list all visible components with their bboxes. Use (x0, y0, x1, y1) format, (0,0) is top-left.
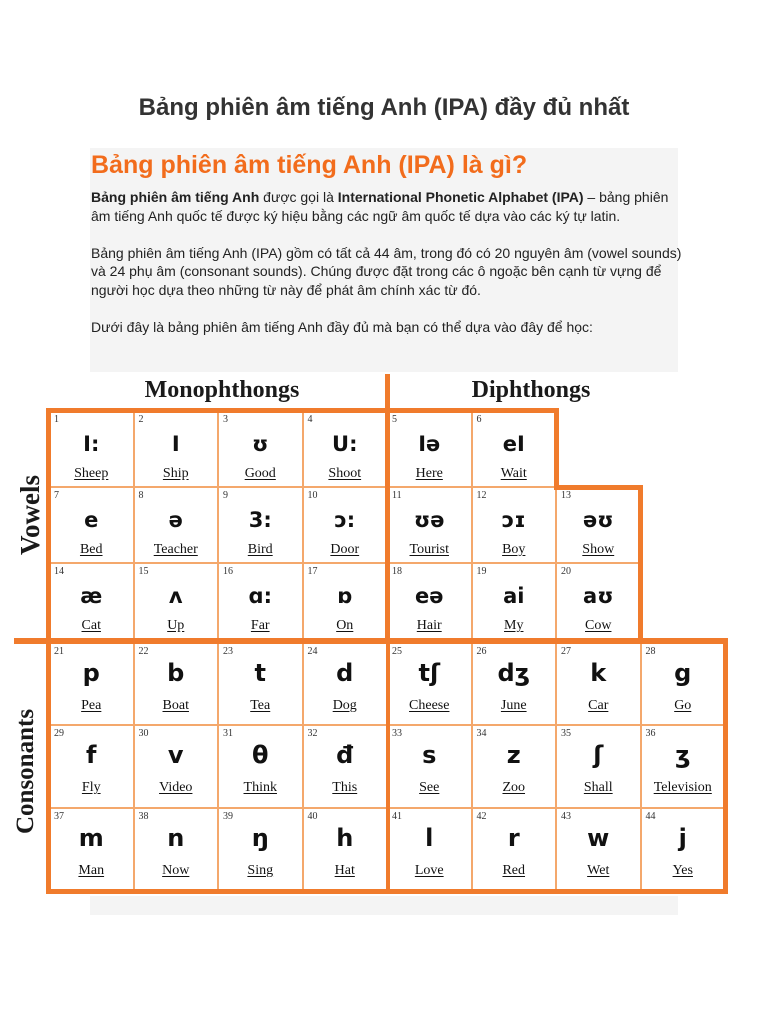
cell-number: 10 (307, 490, 318, 501)
cell-number: 38 (138, 811, 149, 822)
ipa-symbol: θ (252, 741, 269, 769)
ipa-symbol: ɒ (337, 584, 353, 608)
example-word: Tourist (409, 542, 449, 557)
ipa-symbol: ɔ: (334, 508, 356, 532)
vowels-left-border (46, 408, 51, 643)
consonants-right-border (723, 638, 728, 894)
example-word: Cow (585, 618, 612, 633)
vowels-consonants-separator (14, 638, 728, 644)
diphthongs-header: Diphthongs (471, 377, 591, 403)
ipa-symbol: ə (168, 508, 183, 532)
vowel-cell (556, 487, 641, 563)
example-word: Tea (250, 698, 271, 713)
consonants-bottom-border (46, 889, 728, 894)
cell-number: 32 (307, 728, 318, 739)
consonant-cell (218, 725, 303, 808)
example-word: My (504, 618, 524, 633)
cell-number: 34 (476, 728, 487, 739)
ipa-symbol: t (254, 659, 266, 687)
vowel-cell (218, 563, 303, 639)
example-word: Cheese (409, 698, 450, 713)
consonant-cell (472, 808, 557, 891)
cell-number: 19 (476, 566, 487, 577)
ipa-symbol: n (167, 824, 185, 852)
vowel-cell (472, 487, 557, 563)
vowel-cell (387, 563, 472, 639)
cell-number: 44 (645, 811, 656, 822)
example-word: Hair (416, 618, 442, 633)
ipa-symbol: r (507, 824, 520, 852)
consonant-cell (218, 808, 303, 891)
cell-number: 23 (223, 646, 233, 657)
cell-number: 22 (138, 646, 149, 657)
example-word: Shoot (328, 466, 362, 481)
example-word: Yes (672, 863, 693, 878)
cell-number: 27 (561, 646, 571, 657)
ipa-symbol: ɔɪ (501, 508, 526, 532)
article-body (91, 188, 683, 336)
ipa-symbol: j (678, 824, 687, 852)
example-word: Show (582, 542, 615, 557)
example-word: Ship (162, 466, 189, 481)
example-word: Pea (81, 698, 102, 713)
ipa-symbol: b (167, 659, 185, 687)
cell-number: 11 (392, 490, 402, 501)
consonant-cell (303, 808, 388, 891)
consonant-cell (49, 725, 134, 808)
cell-number: 35 (561, 728, 571, 739)
ipa-symbol: z (506, 741, 521, 769)
ipa-symbol: k (590, 659, 607, 687)
ipa-symbol: ʃ (593, 741, 604, 769)
example-word: Boat (162, 698, 189, 713)
article-heading: Bảng phiên âm tiếng Anh (IPA) là gì? (91, 151, 528, 179)
vowel-cell (303, 411, 388, 487)
cell-number: 36 (645, 728, 656, 739)
ipa-symbol: 3: (248, 508, 272, 532)
vowel-cell (303, 487, 388, 563)
cell-number: 9 (223, 490, 228, 501)
ipa-symbol: l (425, 824, 434, 852)
ipa-symbol: I: (83, 432, 100, 456)
example-word: Up (167, 618, 185, 633)
example-word: Here (415, 466, 443, 481)
consonant-cell (387, 808, 472, 891)
ipa-symbol: p (82, 659, 100, 687)
ipa-symbol: ʒ (675, 741, 691, 769)
cell-number: 8 (138, 490, 144, 501)
example-word: Boy (502, 542, 526, 557)
ipa-symbol: w (587, 824, 610, 852)
example-word: Wait (500, 466, 527, 481)
ipa-symbol: ʊə (414, 508, 445, 532)
cell-number: 33 (392, 728, 402, 739)
consonant-cell (218, 643, 303, 725)
cell-number: 40 (307, 811, 318, 822)
cell-number: 39 (223, 811, 233, 822)
ipa-symbol: I (171, 432, 180, 456)
cell-number: 14 (54, 566, 64, 577)
consonants-left-border (46, 638, 51, 894)
monophthong-diphthong-divider (385, 374, 390, 643)
consonant-cell (641, 643, 726, 725)
vowel-cell (472, 563, 557, 639)
cell-number: 7 (54, 490, 59, 501)
cell-number: 5 (392, 414, 397, 425)
example-word: Cat (81, 618, 101, 633)
ipa-symbol: eə (415, 584, 444, 608)
ipa-symbol: ai (503, 584, 525, 608)
example-word: Sing (247, 863, 274, 878)
cell-number: 41 (392, 811, 402, 822)
example-word: Far (250, 618, 270, 633)
consonant-cell (556, 643, 641, 725)
example-word: Car (588, 698, 609, 713)
cell-number: 2 (138, 414, 144, 425)
ipa-symbol: g (674, 659, 692, 687)
bold-term: International Phonetic Alphabet (IPA) (337, 189, 584, 205)
cell-number: 28 (645, 646, 656, 657)
ipa-symbol: e (84, 508, 99, 532)
vowel-cell (49, 487, 134, 563)
ipa-symbol: Iə (418, 432, 441, 456)
ipa-symbol: h (336, 824, 354, 852)
consonants-label: Consonants (12, 708, 39, 834)
consonant-cell (134, 808, 219, 891)
cell-number: 15 (138, 566, 149, 577)
ipa-symbol: f (86, 741, 97, 769)
ipa-symbol: tʃ (418, 659, 440, 687)
consonant-cell (134, 725, 219, 808)
example-word: Think (243, 780, 277, 795)
example-word: Fly (81, 780, 101, 795)
example-word: Go (674, 698, 692, 713)
ipa-symbol: ʊ (252, 432, 269, 456)
ipa-symbol: ŋ (251, 824, 269, 852)
ipa-symbol: U: (332, 432, 358, 456)
ipa-symbol: aʊ (583, 584, 614, 608)
cell-number: 26 (476, 646, 487, 657)
example-word: Now (162, 863, 190, 878)
paragraph-intro: Dưới đây là bảng phiên âm tiếng Anh đầy đủ mà bạn có thể dựa vào đây để học: (91, 318, 593, 335)
cell-number: 17 (307, 566, 318, 577)
ipa-symbol: m (78, 824, 104, 852)
example-word: Zoo (502, 780, 526, 795)
ipa-symbol: æ (80, 584, 103, 608)
example-word: On (336, 618, 354, 633)
ipa-symbol: ʌ (168, 584, 183, 608)
example-word: This (332, 780, 358, 795)
vowel-cell (303, 563, 388, 639)
example-word: Red (502, 863, 526, 878)
vowels-step-border (554, 485, 643, 490)
example-word: See (419, 780, 440, 795)
vowel-cell (218, 411, 303, 487)
vowels-right-border (638, 485, 643, 643)
vowels-top-border (46, 408, 559, 413)
ipa-symbol: əʊ (583, 508, 614, 532)
consonant-cell (303, 725, 388, 808)
consonant-cell (556, 725, 641, 808)
cell-number: 42 (476, 811, 487, 822)
consonant-cell (49, 808, 134, 891)
vowel-cell (134, 487, 219, 563)
cell-number: 30 (138, 728, 149, 739)
page-title: Bảng phiên âm tiếng Anh (IPA) đầy đủ nhất (138, 94, 630, 121)
example-word: Dog (332, 698, 357, 713)
example-word: Door (330, 542, 360, 557)
consonant-cell (387, 643, 472, 725)
monophthongs-header: Monophthongs (144, 377, 300, 403)
consonant-cell (641, 808, 726, 891)
cell-number: 31 (223, 728, 233, 739)
cell-number: 4 (307, 414, 313, 425)
example-word: Good (244, 466, 276, 481)
example-word: Television (653, 780, 712, 795)
cell-number: 29 (54, 728, 64, 739)
vowel-cell (218, 487, 303, 563)
example-word: Love (414, 863, 444, 878)
consonant-cell (387, 725, 472, 808)
ipa-symbol: ɑ: (248, 584, 272, 608)
ipa-symbol: dʒ (497, 659, 531, 687)
consonant-cell (49, 643, 134, 725)
cell-number: 6 (476, 414, 482, 425)
example-word: Bed (79, 542, 103, 557)
example-word: Teacher (153, 542, 198, 557)
consonant-cell (134, 643, 219, 725)
cell-number: 18 (392, 566, 402, 577)
example-word: Sheep (74, 466, 109, 481)
cell-number: 21 (54, 646, 64, 657)
paragraph-overview: Bảng phiên âm tiếng Anh (IPA) gồm có tất cả 44 âm, trong đó có 20 nguyên âm (vowel sounds) và 24 phụ âm (consonant sounds). Chúng được đặt trong các ô ngoặc bên cạnh từ vựng để người học dựa theo những từ này để phát âm chính xác từ đó. (91, 244, 682, 298)
paragraph-text: – bảng phiên âm tiếng Anh quốc tế được ký hiệu bằng các ngữ âm quốc tế dựa vào các ký tự latin. (91, 189, 669, 224)
vowel-cell (134, 411, 219, 487)
cell-number: 16 (223, 566, 233, 577)
cell-number: 25 (392, 646, 402, 657)
cell-number: 37 (54, 811, 64, 822)
example-word: Wet (587, 863, 610, 878)
ipa-symbol: đ (336, 741, 354, 769)
consonant-cell (556, 808, 641, 891)
ipa-symbol: d (336, 659, 354, 687)
vowel-cell (556, 563, 641, 639)
example-word: June (500, 698, 527, 713)
consonants-divider (386, 643, 390, 891)
cell-number: 12 (476, 490, 487, 501)
consonant-cell (472, 725, 557, 808)
cell-number: 20 (561, 566, 571, 577)
vowel-cell (49, 563, 134, 639)
example-word: Bird (247, 542, 273, 557)
cell-number: 3 (223, 414, 228, 425)
cell-number: 43 (561, 811, 571, 822)
example-word: Video (159, 780, 193, 795)
paragraph-text: được gọi là (259, 189, 338, 205)
vowel-cell (472, 411, 557, 487)
consonant-cell (303, 643, 388, 725)
cell-number: 24 (307, 646, 318, 657)
example-word: Man (78, 863, 105, 878)
bold-term: Bảng phiên âm tiếng Anh (91, 189, 260, 205)
vowel-cell (49, 411, 134, 487)
vowel-cell (387, 487, 472, 563)
consonant-cell (641, 725, 726, 808)
vowel-cell (134, 563, 219, 639)
vowel-cell (387, 411, 472, 487)
ipa-chart (12, 372, 728, 896)
example-word: Hat (334, 863, 355, 878)
ipa-symbol: eI (502, 432, 525, 456)
paragraph-definition (91, 188, 683, 225)
example-word: Shall (583, 780, 613, 795)
cell-number: 1 (54, 414, 59, 425)
consonant-cell (472, 643, 557, 725)
cell-number: 13 (561, 490, 571, 501)
ipa-symbol: v (167, 741, 184, 769)
ipa-symbol: s (422, 741, 437, 769)
vowels-step-border (554, 408, 559, 489)
vowels-label: Vowels (15, 475, 45, 556)
